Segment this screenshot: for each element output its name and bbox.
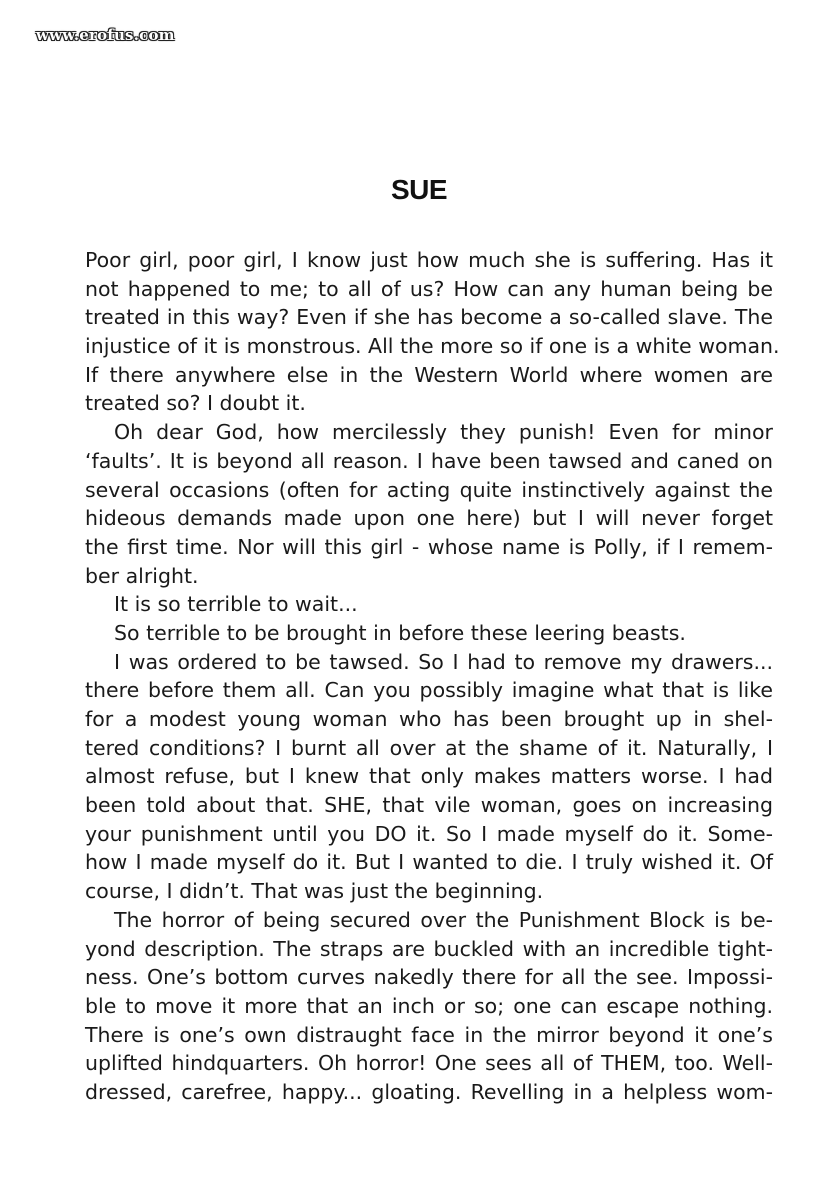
text-line: not happened to me; to all of us? How can any human being be <box>85 276 773 301</box>
text-line: course, I didn’t. That was just the beginning. <box>85 879 544 904</box>
text-line: there before them all. Can you possibly imagine what that is like <box>85 678 773 703</box>
chapter-title: SUE <box>390 174 448 205</box>
text-line: Oh dear God, how mercilessly they punish! Even for minor <box>114 420 773 445</box>
text-line: Poor girl, poor girl, I know just how much she is suffering. Has it <box>85 248 773 272</box>
text-line: dressed, carefree, happy... gloating. Revelling in a helpless wom- <box>85 1079 773 1104</box>
text-line: several occasions (often for acting quite instinctively against the <box>85 477 773 502</box>
text-line: ber alright. <box>85 563 199 588</box>
text-line: tered conditions? I burnt all over at the shame of it. Naturally, I <box>85 735 773 760</box>
watermark-text: www.erofus.com <box>36 26 175 44</box>
text-line: injustice of it is monstrous. All the more so if one is a white woman. <box>85 334 780 359</box>
body-text <box>85 246 780 1107</box>
text-line: for a modest young woman who has been brought up in shel- <box>85 707 773 731</box>
text-line: the first time. Nor will this girl - whose name is Polly, if I remem- <box>85 534 773 559</box>
text-line: The horror of being secured over the Punishment Block is be- <box>114 907 773 932</box>
text-line: been told about that. SHE, that vile woman, goes on increasing <box>85 793 773 818</box>
text-line: treated in this way? Even if she has become a so-called slave. The <box>85 305 773 330</box>
text-line: uplifted hindquarters. Oh horror! One sees all of THEM, too. Well- <box>85 1051 773 1076</box>
text-line: hideous demands made upon one here) but I will never forget <box>85 506 773 531</box>
text-line: yond description. The straps are buckled with an incredible tight- <box>85 936 773 961</box>
text-line: There is one’s own distraught face in the mirror beyond it one’s <box>85 1022 773 1047</box>
text-line: ness. One’s bottom curves nakedly there for all the see. Impossi- <box>85 965 773 990</box>
text-line: It is so terrible to wait... <box>114 592 358 617</box>
text-line: So terrible to be brought in before these leering beasts. <box>114 620 686 645</box>
text-line: ‘faults’. It is beyond all reason. I have been tawsed and caned on <box>85 448 773 473</box>
text-line: ble to move it more that an inch or so; one can escape nothing. <box>85 993 773 1018</box>
text-line: If there anywhere else in the Western World where women are <box>85 362 773 387</box>
text-line: your punishment until you DO it. So I made myself do it. Some- <box>85 821 773 846</box>
text-line: I was ordered to be tawsed. So I had to remove my drawers... <box>114 649 773 674</box>
text-line: how I made myself do it. But I wanted to die. I truly wished it. Of <box>85 850 773 875</box>
text-line: almost refuse, but I knew that only makes matters worse. I had <box>85 764 773 789</box>
text-line: treated so? I doubt it. <box>85 391 306 416</box>
